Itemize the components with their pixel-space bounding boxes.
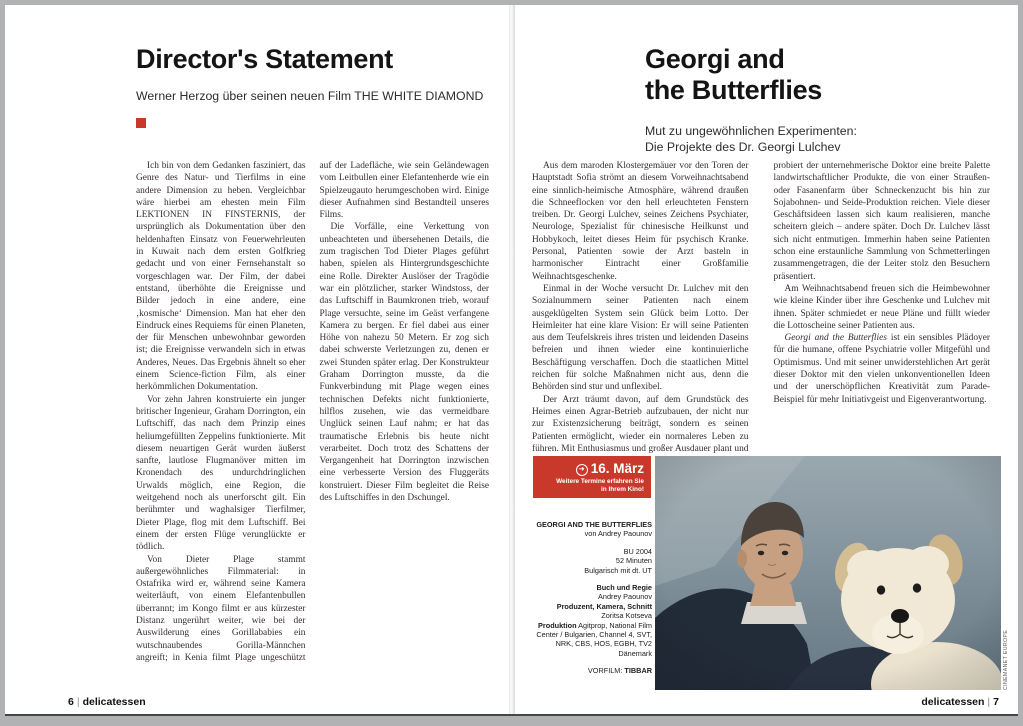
photo-vignette (655, 456, 1001, 690)
body-paragraph: Am Weihnachtsabend freuen sich die Heimbewohner wie kleine Kinder über ihre Geschenke und Lulchev mit ihnen. Später schmiedet er neue Pläne und füllt wieder die Lottoscheine seiner Patienten aus. (773, 283, 990, 331)
circle-arrow-icon: ➜ (576, 464, 588, 476)
credit-line: GEORGI AND THE BUTTERFLIES (536, 520, 652, 529)
body-paragraph: Der Arzt träumt davon, auf dem Grundstück des Heimes einen Agrar-Betrieb aufzubauen, der nicht nur zur Existenzsicherung beiträgt, sondern es seinen Patienten ermöglicht, wieder ein normaleres Leben zu führen. Mit Enthusiasmus und großer Ausdauer plant und probiert der unternehmerische Doktor eine breite Palette landwirtschaftlicher Produkte, die von einer Straußen- oder Fasanenfarm über Schneckenzucht bis hin zur Sojabohnen- und Seide-Produktion reichen. Viele dieser Geschäftsideen lassen sich kaum realisieren, manche scheitern gleich – andere später. Doch Dr. Lulchev lässt sich nicht entmutigen. Immerhin haben seine Patienten schon eine erstaunliche Sammlung von Schmetterlingen zusammengetragen, die der Leiter stolz den Besuchern präsentiert. (532, 161, 990, 454)
credit-line: 52 Minuten (615, 556, 652, 566)
magazine-name: delicatessen (82, 696, 146, 708)
page-number: 6 (68, 696, 74, 708)
credit-line: Bulgarisch mit dt. UT (584, 565, 652, 575)
credit-line: Andrey Paounov (598, 592, 652, 602)
page-subtitle: Mut zu ungewöhnlichen Experimenten: Die Projekte des Dr. Georgi Lulchev (645, 124, 857, 154)
page-number: 7 (993, 696, 999, 708)
body-paragraph: Von Dieter Plage stammt außergewöhnliches Filmmaterial: in Ostafrika wird er, während seine Kamera weiterläuft, von einem Elefantenbullen überrannt; im Kongo filmt er aus kürzester Distanz ungerührt weiter, wie bei der Auswilderung eines Gorillababies ein wutschnaubendes Gorilla-Männchen angreift; in Kenia filmt Plage ungeschützt auf der Ladefläche, wie sein Geländewagen vom Leitbullen einer Elefantenherde wie ein Spielzeugauto herumgeschoben wird. Einige dieser Aufnahmen sind Bestandteil unseres Films. (136, 161, 489, 663)
spread-bottom-edge (5, 714, 1018, 716)
man-with-dog-photo (655, 456, 1001, 690)
article-body-right-page (532, 160, 990, 460)
right-page (512, 5, 1018, 714)
credit-line: BU 2004 (623, 546, 652, 556)
page-footer (68, 696, 146, 708)
page-subtitle: Werner Herzog über seinen neuen Film THE WHITE DIAMOND (136, 89, 484, 103)
credit-line: Buch und Regie (596, 583, 652, 593)
screening-date: ➜ 16. März (537, 461, 644, 476)
magazine-name: delicatessen (921, 696, 985, 708)
screening-date-box (533, 456, 651, 498)
article-body-left-page (136, 160, 489, 675)
left-page (5, 5, 512, 714)
page-title: Georgi and the Butterflies (645, 44, 823, 105)
body-paragraph: Ich bin von dem Gedanken fasziniert, das Genre des Natur- und Tierfilms in eine andere Dimension zu heben. Vergleichbar wäre hierbei am ehesten mein Film LEKTIONEN IN FINSTERNIS, der ursprünglich als Dokumentation über den heldenhaften Einsatz von Feuerwehrleuten in Kuwait nach dem ersten Golfkrieg gedacht und von einer Fernsehanstalt so vorgeschlagen war. Der Film, der dabei entstand, überhöhte die Ereignisse und Bilder jedoch in eine andere, eine ‚kosmische‘ Dimension. Man hat eher den Eindruck eines Requiems für einen Planeten, der für Menschen unbewohnbar geworden ist; die Ereignisse verwandeln sich in etwas Anderes, Neues. Das Ergebnis ähnelt so eher einem Science-fiction Film, als einer herkömmlichen Dokumentation. (136, 161, 306, 393)
section-marker-square (136, 118, 146, 128)
screening-note: Weitere Termine erfahren Sie in Ihrem Kino! (556, 478, 644, 493)
page-title: Director's Statement (136, 44, 393, 74)
credit-gap (533, 539, 652, 547)
credit-line: von Andrey Paounov (584, 529, 652, 539)
credit-gap (533, 575, 652, 583)
photo-credit-caption: CINEMANET EUROPE (1003, 629, 1009, 690)
body-paragraph: Vor zehn Jahren konstruierte ein junger britischer Ingenieur, Graham Dorrington, ein Luftschiff, das nach dem Prinzip eines heliumgefüllten Zeppelins funktionierte. Mit diesem neuartigen Gerät wurden äußerst sanfte, lautlose Flugmanöver mitten im Kronendach des undurchdringlichen Urwalds möglich, eine Region, die weitgehend noch als unerforscht gilt. Ein berühmter und waghalsiger Tierfilmer, Dieter Plage, flog mit dem Luftschiff. Bei einem der ersten Flüge verunglückte er tödlich. (136, 394, 306, 553)
footer-separator: | (987, 696, 991, 708)
body-paragraph: Aus dem maroden Klostergemäuer vor den Toren der Hauptstadt Sofia strömt an diesem Vorweihnachtsabend eine sinnlich-heimische Atmosphäre, während draußen die Schneeflocken vor den hell erleuchteten Fenstern treiben. Dr. Georgi Lulchev, seines Zeichens Psychiater, Neurologe, Spezialist für chinesische Heilkunst und Hobbykoch, leitet dieses Heim für psychisch Kranke. Personal, Patienten sowie der Arzt basteln in harmonischer Eintracht einer Großfamilie Weihnachtsgeschenke. (532, 161, 749, 282)
body-paragraph: Die Vorfälle, eine Verkettung von unbeachteten und übersehenen Details, die zum tragischen Tod Dieter Plages geführt haben, spielen als Hintergrundsgeschichte eine Rolle. Direkter Auslöser der Tragödie war ein plötzlicher, starker Windstoss, der das Luftschiff in Baumkronen trieb, worauf Plage versuchte, seine im Geäst verfangene Kamera zu bergen. Er fiel dabei aus einer Höhe von nahezu 50 Metern. Er zog sich dabei schwerste Verletzungen zu, denen er zwei Stunden später erlag. Der Konstrukteur Graham Dorrington musste, da die Funkverbindung mit Plage wegen eines technischen Defekts nicht funktionierte, hilflos zusehen, wie das vermeidbare Unglück seinen Lauf nahm; er hat das traumatische Erlebnis bis heute nicht verarbeitet. Doch trotz des Schattens der Vergangenheit hat Dorrington inzwischen eine verbesserte Version des Fluggeräts konstruiert. Dieser Film begleitet die Reise des Luftschiffes in den Dschungel. (319, 222, 489, 504)
credit-line: Produzent, Kamera, Schnitt (556, 601, 652, 611)
credit-line: VORFILM: TIBBAR (587, 666, 652, 676)
film-photo (655, 456, 1001, 690)
footer-separator: | (76, 696, 80, 708)
credit-line: Produktion Agitprop, National Film Center / Bulgarien, Channel 4, SVT, NRK, CBS, HOS, EGBH, TV2 Dänemark (536, 620, 652, 658)
body-paragraph: Einmal in der Woche versucht Dr. Lulchev mit den Sozialnummern seiner Patienten nach einem ausgeklügelten System sein Glück beim Lotto. Der Heimleiter hat eine klare Vision: Er will seine Patienten aus dem Teufelskreis ihres tristen und leidenden Daseins befreien und ihnen wieder eine kontinuierliche Beschäftigung verschaffen. Doch die staatlichen Mittel reichen für solche Maßnahmen nicht aus, denn die Behörden sind stur und unflexibel. (532, 283, 749, 393)
body-paragraph: Georgi and the Butterflies ist ein sensibles Plädoyer für die humane, offene Psychiatrie voller Mitgefühl und Optimismus. Und mit seiner unwiderstehlichen Art gerät dieser Doktor mit den vielen unkonventionellen Ideen und der unerschöpflichen Kreativität zum Parade-Beispiel für mehr Initiativgeist und Eigenverantwortung. (773, 333, 990, 405)
film-credits-block (533, 520, 652, 676)
page-footer (812, 696, 999, 708)
credit-line: Zoritsa Kotseva (601, 611, 652, 621)
credit-gap (533, 658, 652, 666)
page-gutter-shadow (509, 5, 515, 714)
